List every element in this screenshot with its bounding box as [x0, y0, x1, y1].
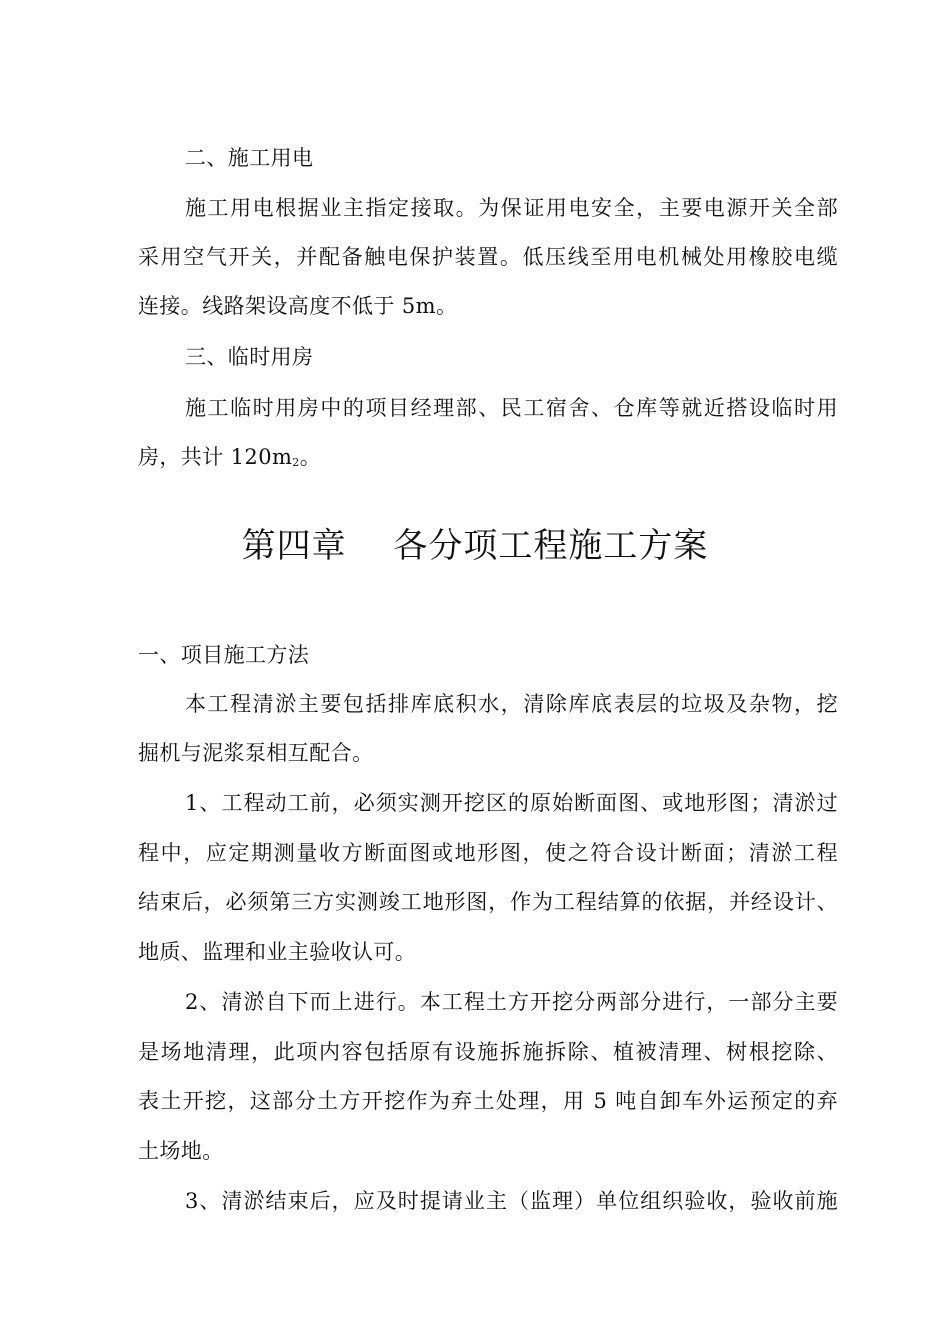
section-heading-temp-housing: 三、临时用房: [185, 345, 314, 369]
paragraph-line: 连接。线路架设高度不低于 5m。: [138, 294, 458, 318]
list-item-2-line: 2、清淤自下而上进行。本工程土方开挖分两部分进行，一部分主要: [185, 990, 838, 1014]
area-text: 房，共计 120m: [138, 445, 293, 469]
paragraph-line: 施工用电根据业主指定接取。为保证用电安全，主要电源开关全部: [185, 196, 838, 220]
section-heading-power: 二、施工用电: [185, 146, 314, 170]
chapter-title: 第四章 各分项工程施工方案: [241, 526, 709, 566]
paragraph-line-area: [138, 442, 838, 472]
list-item-2-line: 表土开挖，这部分土方开挖作为弃土处理，用 5 吨自卸车外运预定的弃: [138, 1089, 838, 1113]
paragraph-line: 本工程清淤主要包括排库底积水，清除库底表层的垃圾及杂物，挖: [185, 692, 838, 716]
list-item-1-line: 程中，应定期测量收方断面图或地形图，使之符合设计断面；清淤工程: [138, 841, 838, 865]
paragraph-line: 施工临时用房中的项目经理部、民工宿舍、仓库等就近搭设临时用: [185, 396, 838, 420]
square-superscript: 2: [292, 456, 300, 469]
paragraph-line: 采用空气开关，并配备触电保护装置。低压线至用电机械处用橡胶电缆: [138, 245, 838, 269]
list-item-3-line: 3、清淤结束后，应及时提请业主（监理）单位组织验收，验收前施: [185, 1189, 838, 1213]
paragraph-line: 掘机与泥浆泵相互配合。: [138, 741, 374, 765]
part-heading-methods: 一、项目施工方法: [138, 643, 310, 667]
list-item-1-line: 1、工程动工前，必须实测开挖区的原始断面图、或地形图；清淤过: [185, 791, 838, 815]
list-item-2-line: 土场地。: [138, 1139, 224, 1163]
list-item-1-line: 地质、监理和业主验收认可。: [138, 940, 417, 964]
period: 。: [299, 445, 322, 469]
list-item-2-line: 是场地清理，此项内容包括原有设施拆施拆除、植被清理、树根挖除、: [138, 1040, 838, 1064]
list-item-1-line: 结束后，必须第三方实测竣工地形图，作为工程结算的依据，并经设计、: [138, 890, 838, 914]
